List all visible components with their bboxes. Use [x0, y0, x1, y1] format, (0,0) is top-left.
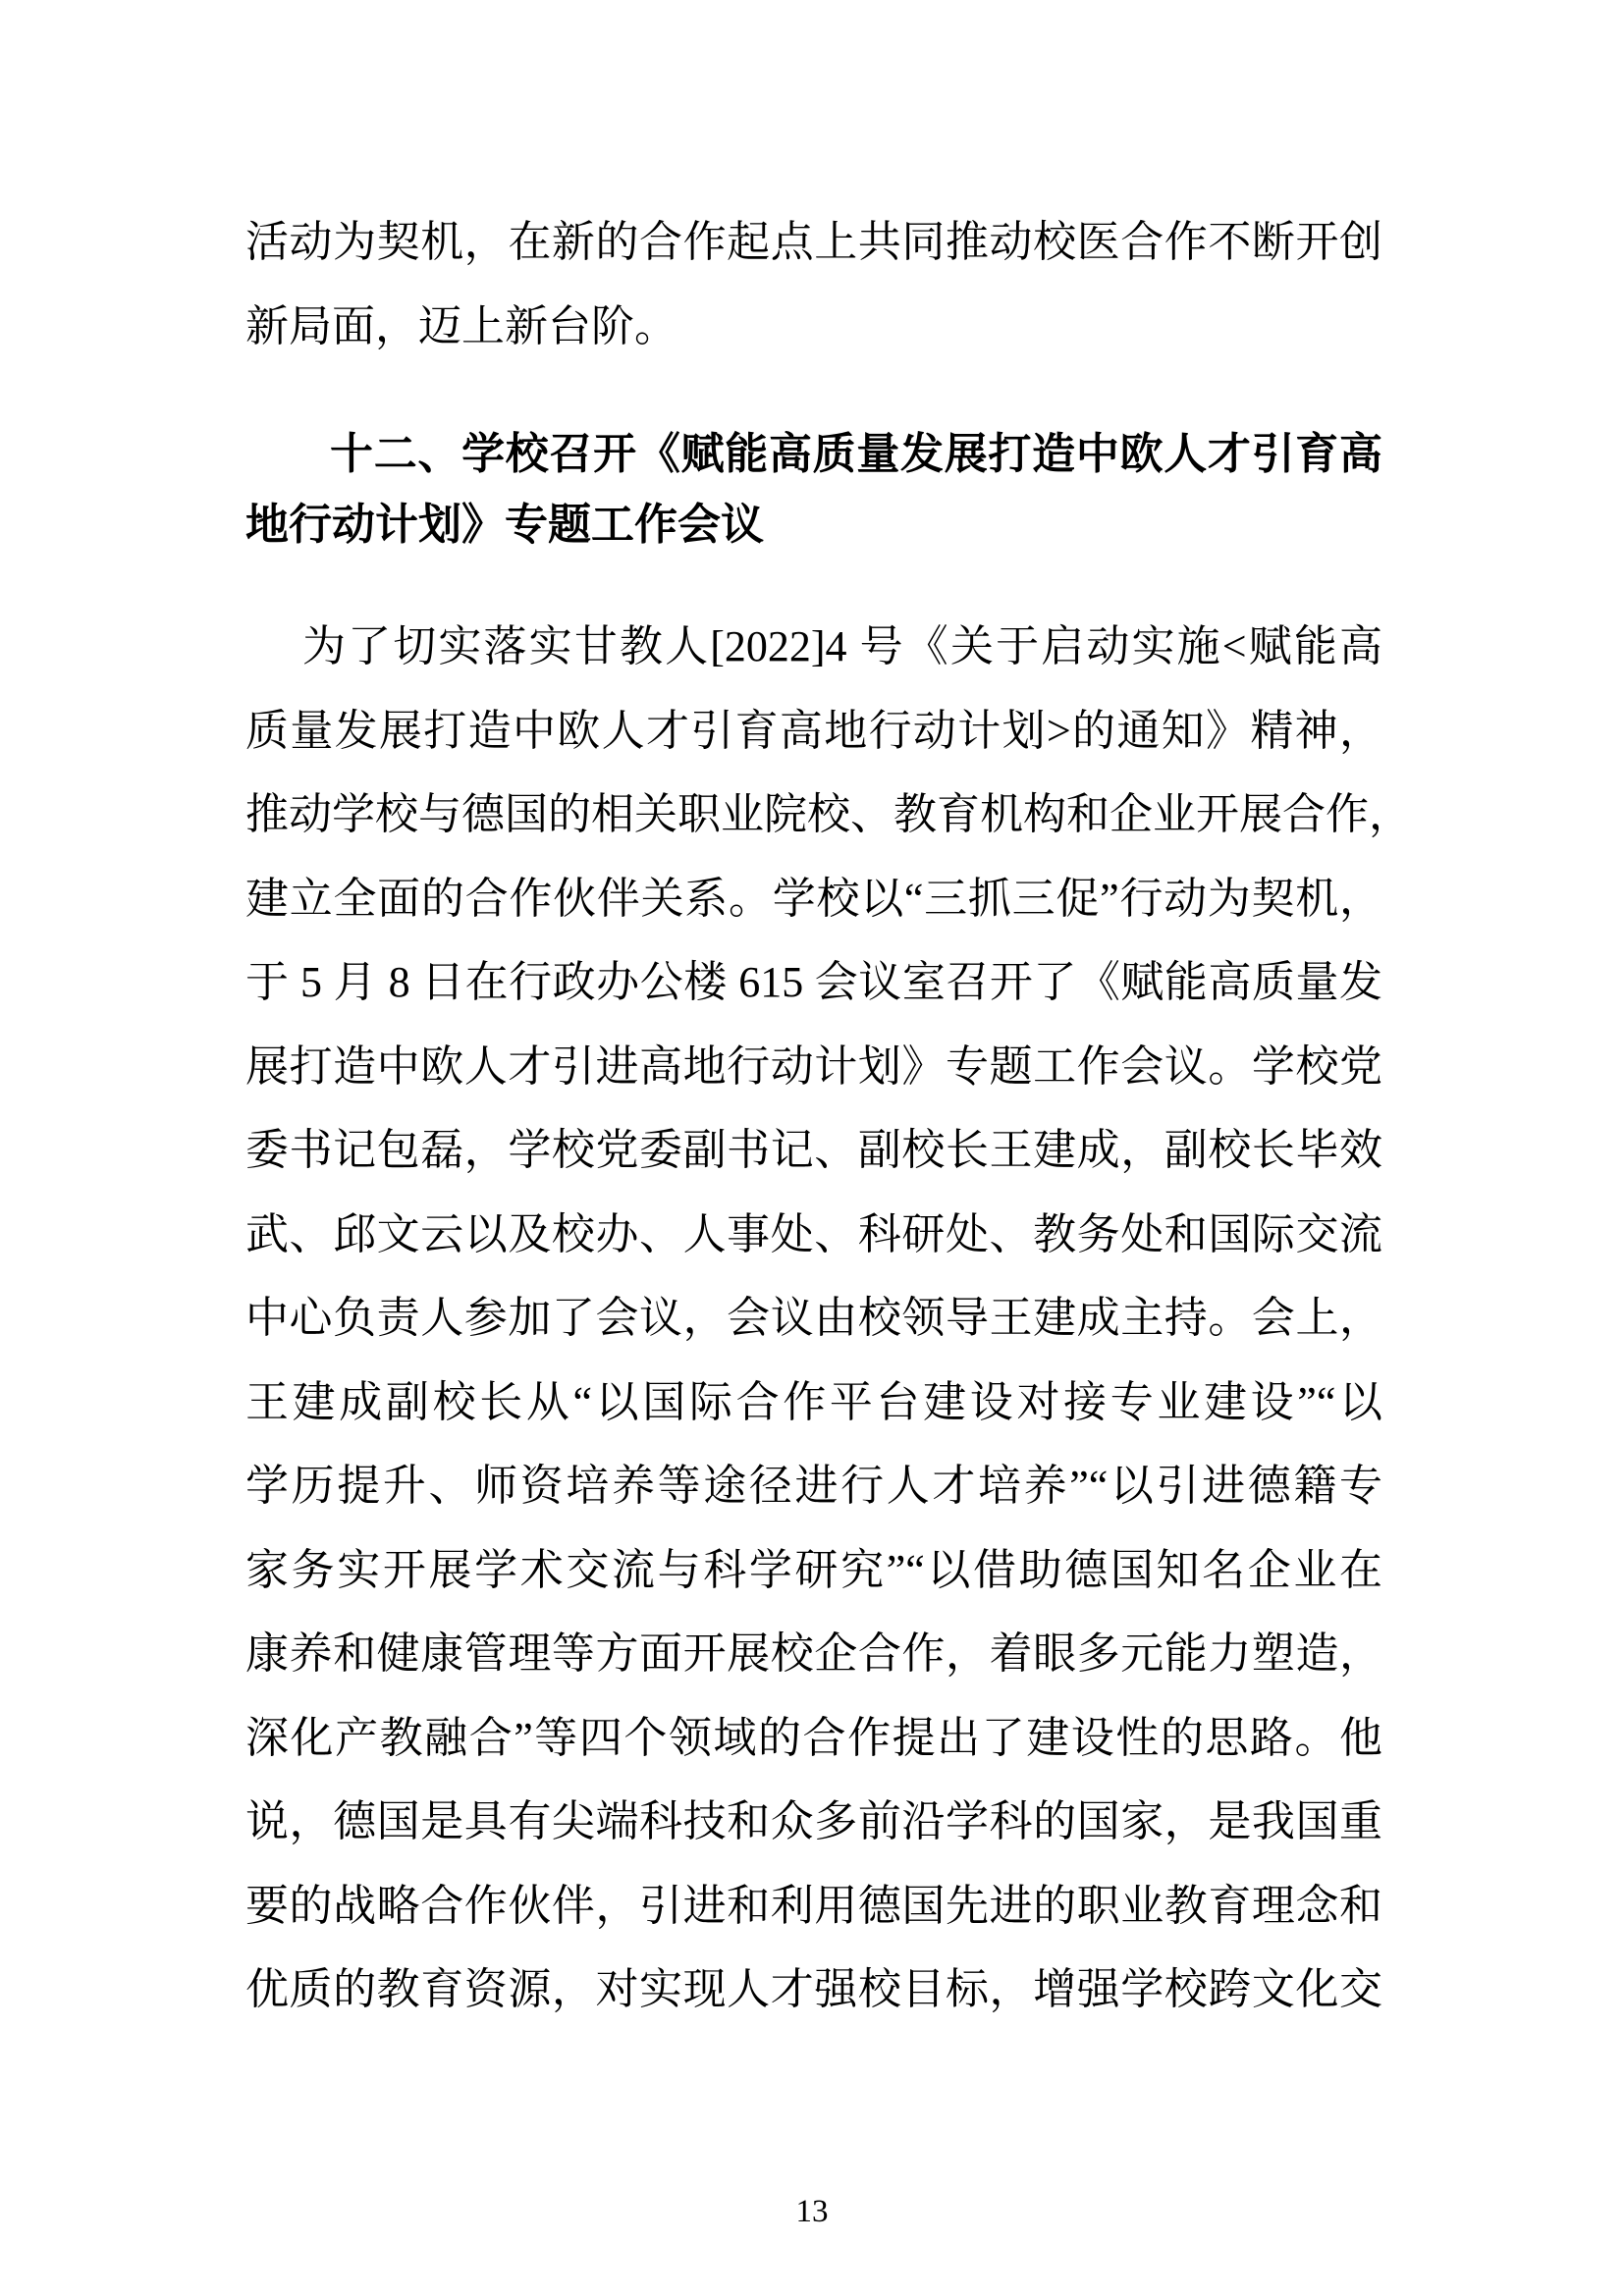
text-line: 展打造中欧人才引进高地行动计划》专题工作会议。学校党	[245, 1041, 1382, 1091]
text-line: 新局面，迈上新台阶。	[245, 302, 677, 350]
text-line: 为了切实落实甘教人[2022]4 号《关于启动实施<赋能高	[302, 622, 1382, 670]
text-line: 家务实开展学术交流与科学研究”“以借助德国知名企业在	[245, 1545, 1382, 1594]
text-line: 说，德国是具有尖端科技和众多前沿学科的国家，是我国重	[245, 1797, 1382, 1845]
text-line: 王建成副校长从“以国际合作平台建设对接专业建设”“以	[245, 1377, 1382, 1426]
text-line: 推动学校与德国的相关职业院校、教育机构和企业开展合作，	[245, 790, 1412, 838]
text-line: 学历提升、师资培养等途径进行人才培养”“以引进德籍专	[245, 1462, 1382, 1510]
section-heading-line: 十二、学校召开《赋能高质量发展打造中欧人才引育高	[330, 430, 1382, 478]
paragraph-before-heading	[245, 200, 1382, 369]
text-content	[245, 0, 1412, 2032]
section-heading	[245, 419, 1382, 561]
text-line: 于 5 月 8 日在行政办公楼 615 会议室召开了《赋能高质量发	[245, 958, 1382, 1006]
text-line: 优质的教育资源，对实现人才强校目标，增强学校跨文化交	[245, 1965, 1382, 2013]
text-line: 深化产教融合”等四个领域的合作提出了建设性的思路。他	[245, 1713, 1382, 1762]
text-line: 武、邱文云以及校办、人事处、科研处、教务处和国际交流	[245, 1209, 1382, 1258]
text-line: 质量发展打造中欧人才引育高地行动计划>的通知》精神，	[245, 706, 1382, 755]
text-line: 活动为契机，在新的合作起点上共同推动校医合作不断开创	[245, 218, 1382, 266]
section-heading-line: 地行动计划》专题工作会议	[245, 501, 764, 549]
page-number: 13	[795, 2194, 829, 2229]
text-line: 要的战略合作伙伴，引进和利用德国先进的职业教育理念和	[245, 1881, 1382, 1930]
text-line: 康养和健康管理等方面开展校企合作，着眼多元能力塑造，	[245, 1629, 1382, 1678]
text-line: 委书记包磊，学校党委副书记、副校长王建成，副校长毕效	[245, 1126, 1382, 1174]
text-line: 中心负责人参加了会议，会议由校领导王建成主持。会上，	[245, 1294, 1382, 1342]
text-line: 建立全面的合作伙伴关系。学校以“三抓三促”行动为契机，	[245, 874, 1382, 923]
paragraph-body	[245, 605, 1412, 2032]
